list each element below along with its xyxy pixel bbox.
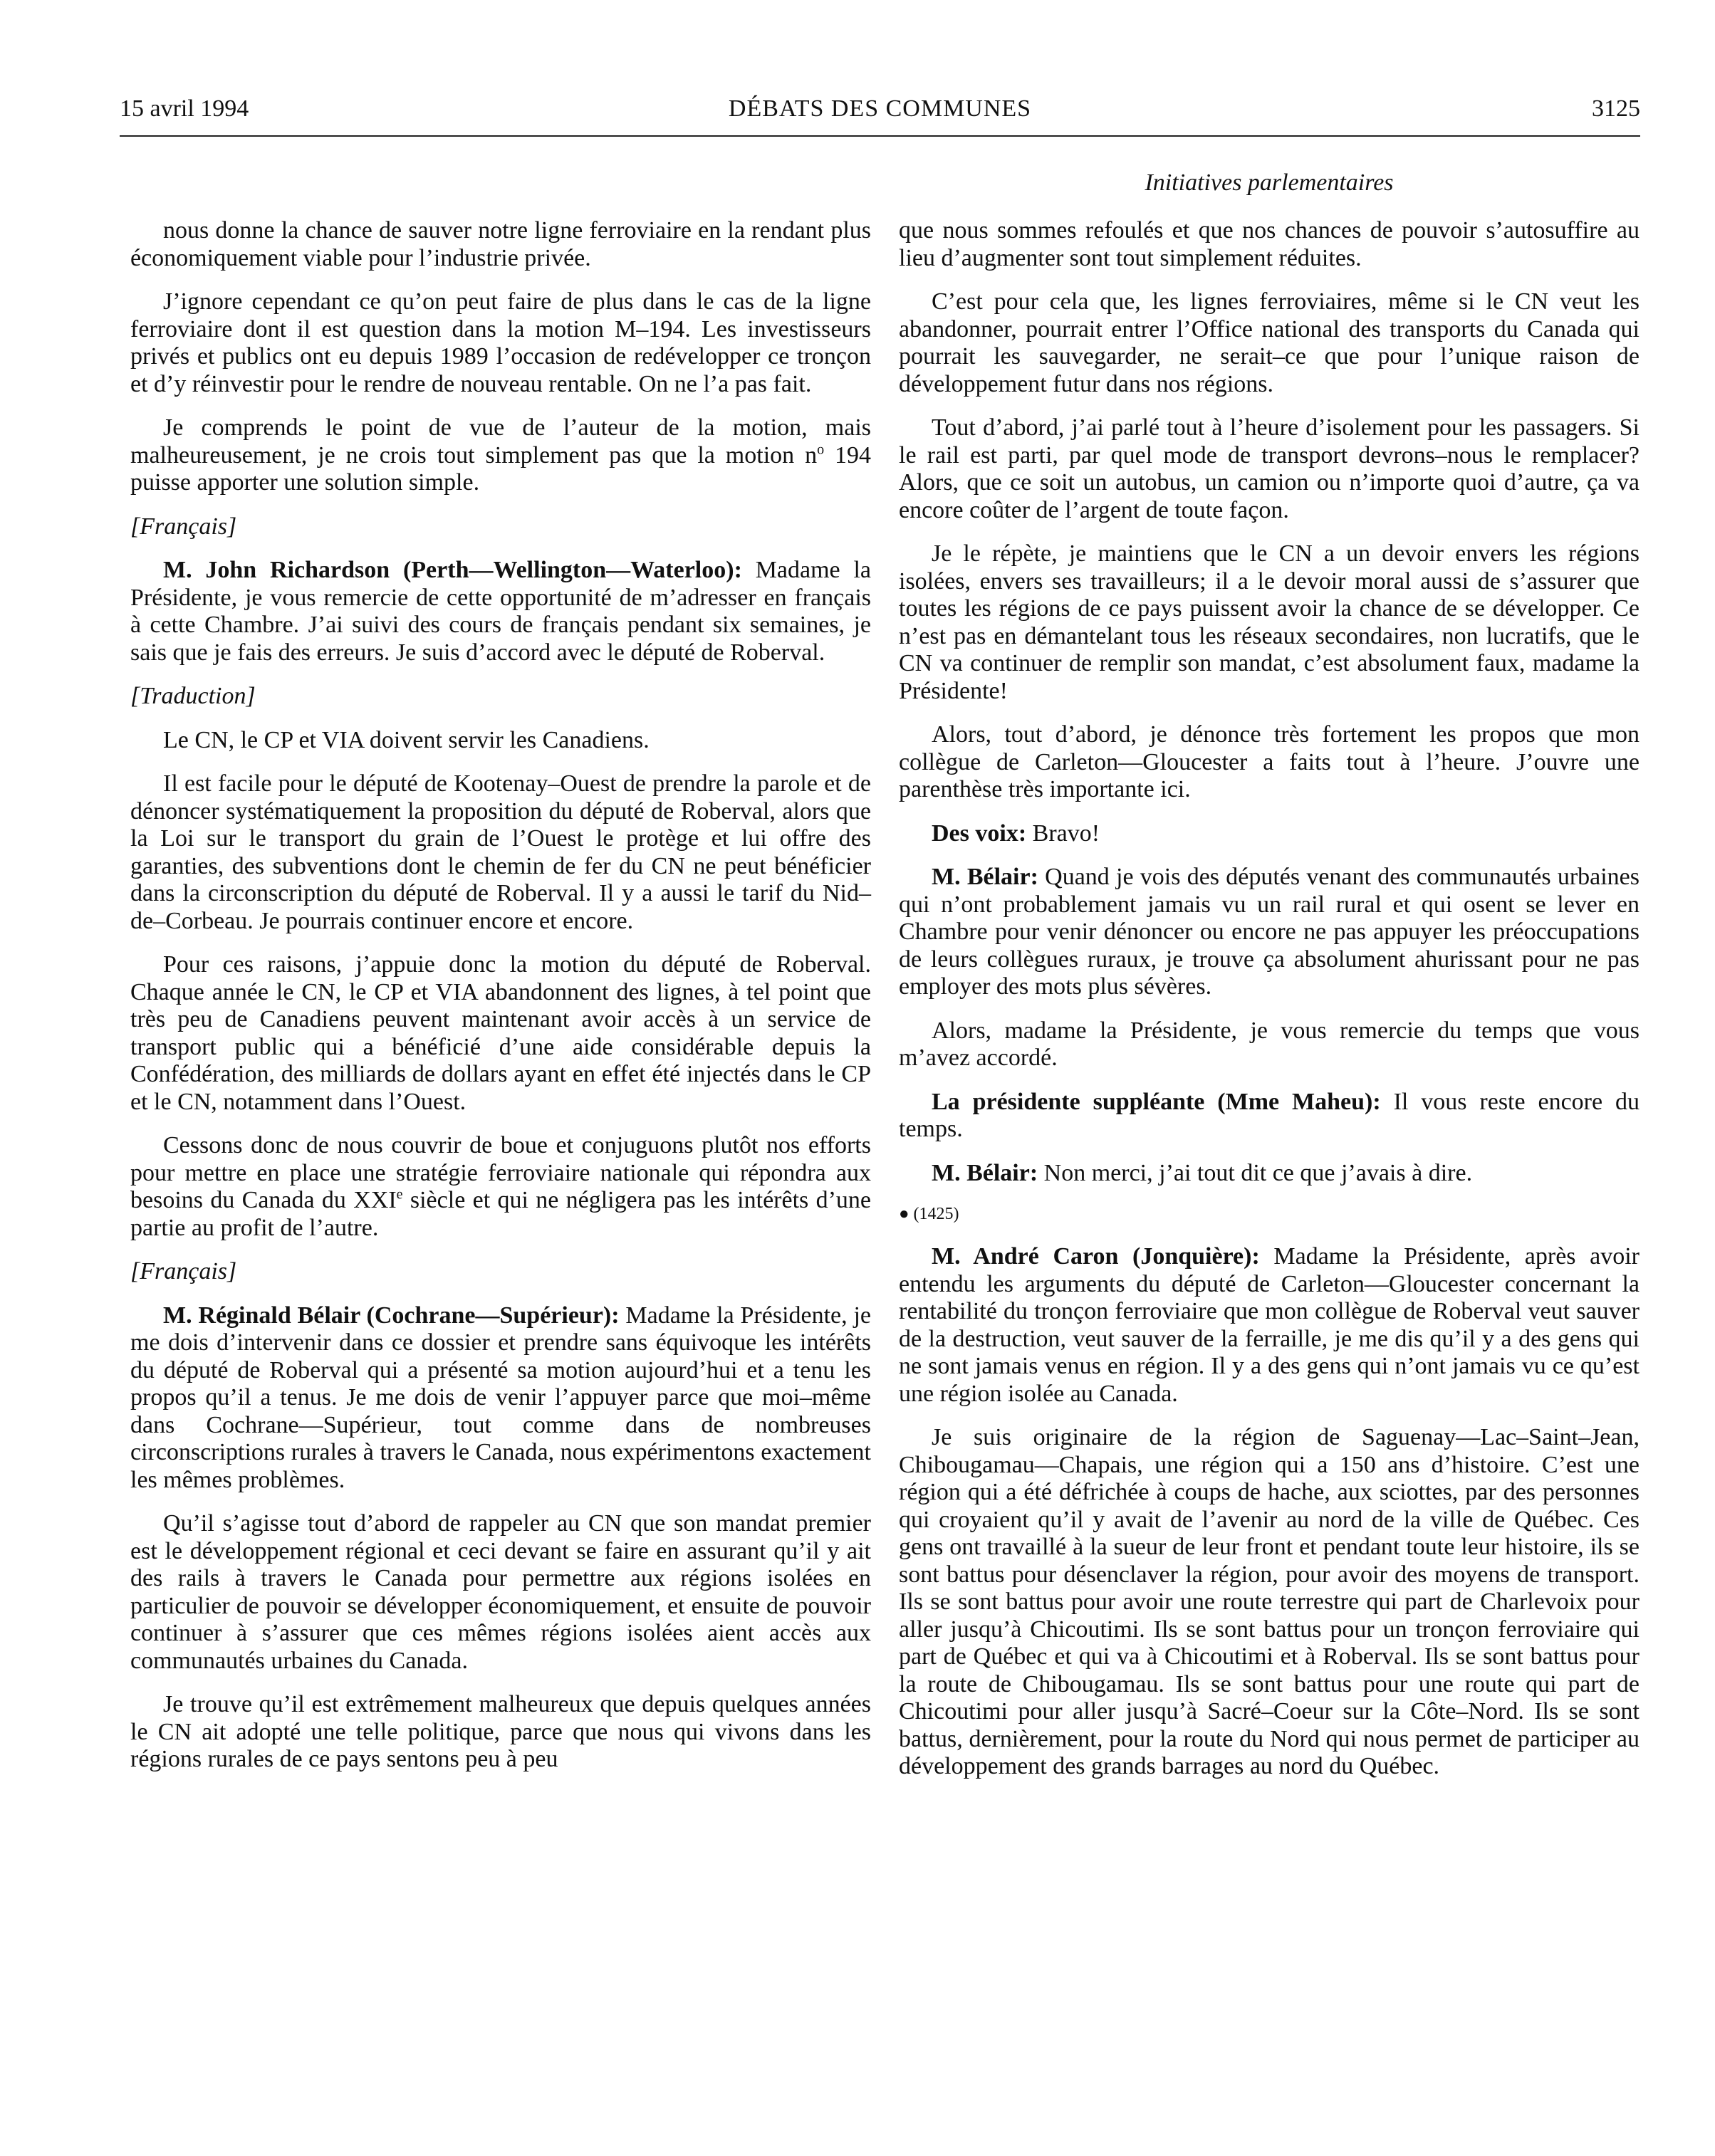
speech-maheu xyxy=(899,1089,1640,1144)
superscript: o xyxy=(817,441,825,458)
speech-text: Madame la Présidente, je vous remercie de cette opportunité de m’adresser en français à cette Chambre. J’ai suivi des cours de français pendant six semaines, je sais que je fais des erreurs. Je suis d’accord avec le député de Roberval. xyxy=(130,557,871,666)
page-number: 3125 xyxy=(1592,95,1640,122)
language-tag: [Traduction] xyxy=(130,683,256,709)
paragraph: Je suis originaire de la région de Saguenay—Lac–Saint–Jean, Chibougamau—Chapais, une région qui a 150 ans d’histoire. C’est une région qui a été défrichée à coups de hache, aux sciottes, par des personnes qui croyaient qu’il y avait de l’avenir au nord de la ville de Québec. Ces gens ont travaillé à la sueur de leur front et pendant toute leur histoire, ils se sont battus pour désenclaver la région, pour avoir des moyens de transport. Ils se sont battus pour avoir une route terrestre qui part de Charlevoix pour aller jusqu’à Chicoutimi. Ils se sont battus pour un tronçon ferroviaire qui part de Québec et qui va à Chicoutimi et à Roberval. Ils se sont battus pour la route de Chibougamau. Ils se sont battus pour une route qui part de Chicoutimi pour aller jusqu’à Sacré–Coeur sur la Côte–Nord. Ils se sont battus, dernièrement, pour la route du Nord qui nous permet de participer au développement des grands barrages au nord du Québec. xyxy=(899,1424,1640,1779)
speech-belair xyxy=(130,1302,871,1495)
speech-richardson xyxy=(130,557,871,666)
speech-text: Non merci, j’ai tout dit ce que j’avais à dire. xyxy=(1038,1159,1473,1186)
section-heading: Initiatives parlementaires xyxy=(1145,169,1394,196)
header-title: DÉBATS DES COMMUNES xyxy=(728,95,1032,122)
paragraph: Alors, tout d’abord, je dénonce très fortement les propos que mon collègue de Carleton—Gloucester a faits tout à l’heure. J’ouvre une parenthèse très importante ici. xyxy=(899,721,1640,802)
running-header xyxy=(120,91,1640,137)
speaker-name: La présidente suppléante (Mme Maheu): xyxy=(932,1088,1381,1115)
paragraph: Le CN, le CP et VIA doivent servir les Canadiens. xyxy=(163,726,650,753)
speech-caron xyxy=(899,1243,1640,1408)
speaker-name: M. John Richardson (Perth—Wellington—Waterloo): xyxy=(163,557,742,583)
paragraph: Cessons donc de nous couvrir de boue et conjuguons plutôt nos efforts pour mettre en place une stratégie ferroviaire nationale qui répondra aux besoins du Canada du XXIe siècle et qui ne négligera pas les intérêts d’une partie au profit de l’autre. xyxy=(130,1132,871,1241)
speech-text: Il vous reste encore du temps. xyxy=(899,1088,1640,1142)
right-column xyxy=(899,217,1640,1797)
paragraph: Pour ces raisons, j’appuie donc la motion du député de Roberval. Chaque année le CN, le CP et VIA abandonnent des lignes, à tel point que très peu de Canadiens peuvent maintenant avoir accès à un service de transport public qui a bénéficié d’une aide considérable depuis la Confédération, des milliards de dollars ayant en effet été injectés dans le CP et le CN, notamment dans l’Ouest. xyxy=(130,951,871,1115)
speech-text: Quand je vois des députés venant des communautés urbaines qui n’ont probablement jamais vu un rail rural et qui osent se lever en Chambre pour venir dénoncer ou encore ne pas appuyer les préoccupations de leurs collègues ruraux, je trouve ça absolument ahurissant pour ne pas employer des mots plus sévères. xyxy=(899,864,1640,1000)
speech-text: Madame la Présidente, je me dois d’intervenir dans ce dossier et prendre sans équivoque les intérêts du député de Roberval qui a présenté sa motion aujourd’hui et a tenu les propos qu’il a tenus. Je me dois de venir l’appuyer parce que moi–même dans Cochrane—Supérieur, tout comme dans de nombreuses circonscriptions rurales à travers le Canada, nous expérimentons exactement les mêmes problèmes. xyxy=(130,1302,871,1493)
speech-belair xyxy=(899,1160,1640,1188)
paragraph: Tout d’abord, j’ai parlé tout à l’heure d’isolement pour les passagers. Si le rail est parti, par quel mode de transport devrons–nous le remplacer? Alors, que ce soit un autobus, un camion ou n’importe quoi d’autre, ça va encore coûter de l’argent de toute façon. xyxy=(899,414,1640,523)
language-tag: [Français] xyxy=(130,1258,237,1284)
paragraph: Il est facile pour le député de Kootenay–Ouest de prendre la parole et de dénoncer systématiquement la proposition du député de Roberval, alors que la Loi sur le transport du grain de l’Ouest le protège et lui offre des garanties, des subventions dont le chemin de fer du CN ne peut bénéficier dans la circonscription du député de Roberval. Il y a aussi le tarif du Nid–de–Corbeau. Je pourrais continuer encore et encore. xyxy=(130,770,871,934)
speaker-name: M. André Caron (Jonquière): xyxy=(932,1243,1260,1270)
speaker-name: M. Bélair: xyxy=(932,864,1038,890)
speech-belair xyxy=(899,864,1640,1001)
header-date: 15 avril 1994 xyxy=(120,95,249,122)
paragraph: que nous sommes refoulés et que nos chances de pouvoir s’autosuffire au lieu d’augmenter sont tout simplement réduites. xyxy=(899,217,1640,271)
speech-text: Madame la Présidente, après avoir entendu les arguments du député de Carleton—Gloucester concernant la rentabilité du tronçon ferroviaire que mon collègue de Roberval veut sauver de la destruction, veut sauver de la ferraille, je me dis qu’il y a des gens qui ne sont jamais venus en région. Il y a des gens qui n’ont jamais vu ce qu’est une région isolée au Canada. xyxy=(899,1243,1640,1407)
speaker-name: M. Réginald Bélair (Cochrane—Supérieur): xyxy=(163,1302,620,1329)
paragraph: Je comprends le point de vue de l’auteur de la motion, mais malheureusement, je ne crois tout simplement pas que la motion $n^o$ 194 puisse apporter une solution simple. xyxy=(130,414,872,496)
language-tag: [Français] xyxy=(130,513,237,540)
speaker-name: M. Bélair: xyxy=(932,1159,1038,1186)
paragraph: Alors, madame la Présidente, je vous remercie du temps que vous m’avez accordé. xyxy=(899,1017,1640,1071)
speech-text: Bravo! xyxy=(1026,820,1100,847)
paragraph: Je trouve qu’il est extrêmement malheureux que depuis quelques années le CN ait adopté une telle politique, parce que nous qui vivons dans les régions rurales de ce pays sentons peu à peu xyxy=(130,1691,871,1772)
paragraph: Je le répète, je maintiens que le CN a un devoir envers les régions isolées, envers ses travailleurs; il a le devoir moral aussi de s’assurer que toutes les régions de ce pays puissent avoir la chance de se développer. Ce n’est pas en démantelant tous les réseaux secondaires, non lucratifs, que le CN va continuer de remplir son mandat, c’est absolument faux, madame la Présidente! xyxy=(899,540,1640,704)
paragraph: J’ignore cependant ce qu’on peut faire de plus dans le cas de la ligne ferroviaire dont il est question dans la motion M–194. Les investisseurs privés et publics ont eu depuis 1989 l’occasion de redévelopper ce tronçon et d’y réinvestir pour le rendre de nouveau rentable. On ne l’a pas fait. xyxy=(130,288,871,397)
paragraph: Qu’il s’agisse tout d’abord de rappeler au CN que son mandat premier est le développement régional et ceci devant se faire en assurant qu’il y ait des rails à travers le Canada pour permettre aux régions isolées en particulier de pouvoir se développer économiquement, et ensuite de pouvoir continuer à s’assurer que ces mêmes régions isolées aient accès aux communautés urbaines du Canada. xyxy=(130,1510,871,1674)
superscript: e xyxy=(396,1186,403,1203)
speech-voices xyxy=(899,820,1640,848)
timestamp-marker: ● (1425) xyxy=(899,1205,959,1223)
left-column xyxy=(130,217,871,1790)
paragraph: C’est pour cela que, les lignes ferroviaires, même si le CN veut les abandonner, pourrait entrer l’Office national des transports du Canada qui pourrait les sauvegarder, ne serait–ce que pour l’unique raison de développement futur dans nos régions. xyxy=(899,288,1640,397)
speaker-name: Des voix: xyxy=(932,820,1027,847)
paragraph: nous donne la chance de sauver notre ligne ferroviaire en la rendant plus économiquement viable pour l’industrie privée. xyxy=(130,217,871,271)
